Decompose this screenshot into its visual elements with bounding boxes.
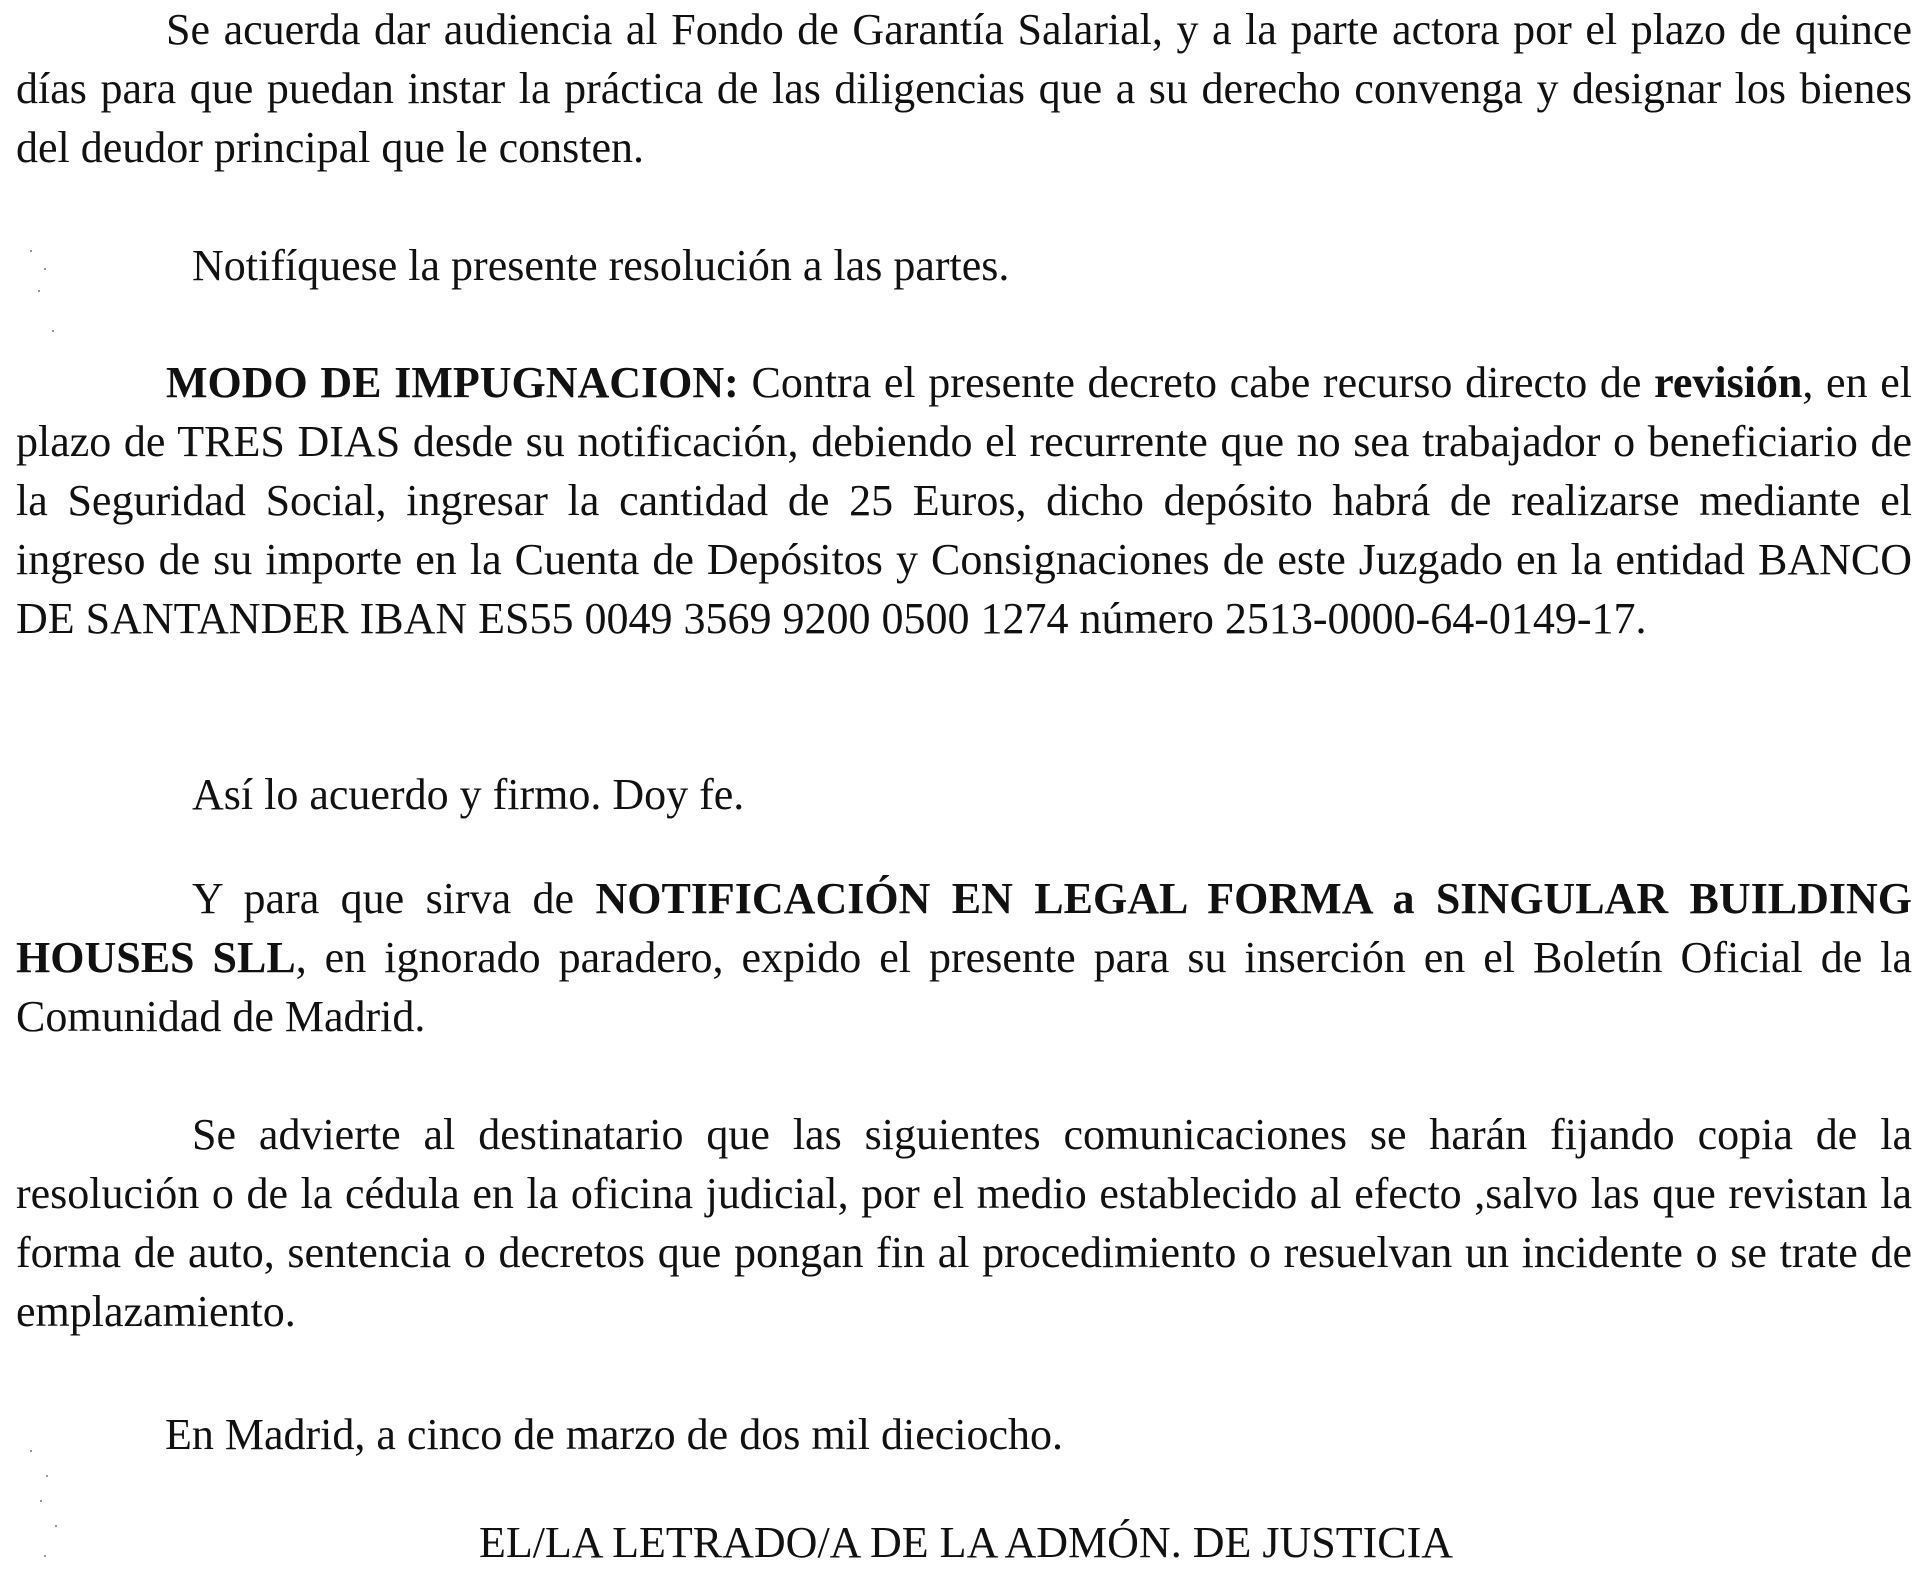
scan-speck: [55, 1525, 57, 1527]
paragraph-notification: [16, 869, 1912, 1046]
impugnacion-heading: MODO DE IMPUGNACION:: [166, 358, 739, 407]
paragraph-place-date: En Madrid, a cinco de marzo de dos mil dieciocho.: [165, 1410, 1064, 1459]
impugnacion-text-1: Contra el presente decreto cabe recurso directo de: [738, 358, 1655, 407]
scan-speck: [30, 1450, 32, 1452]
scan-speck: [46, 1475, 48, 1477]
paragraph-advertencia: Se advierte al destinatario que las siguientes comunicaciones se harán fijando copia de la resolución o de la cédula en la oficina judicial, por el medio establecido al efecto ,salvo las que revistan la forma de auto, sentencia o decretos que pongan fin al procedimiento o resuelvan un incidente o se trate de emplazamiento.: [16, 1110, 1912, 1336]
paragraph-notify-parties: Notifíquese la presente resolución a las partes.: [192, 241, 1010, 290]
scan-speck: [30, 250, 32, 252]
impugnacion-text-2: , en el plazo de TRES DIAS desde su notificación, debiendo el recurrente que no sea trabajador o beneficiario de la Seguridad Social, ingresar la cantidad de 25 Euros, dicho depósito habrá de realizarse mediante el ingreso de su importe en la Cuenta de Depósitos y Consignaciones de este Juzgado en la entidad BANCO DE SANTANDER IBAN ES55 0049 3569 9200 0500 1274 número 2513-0000-64-0149-17.: [16, 358, 1912, 643]
paragraph-modo-impugnacion: [16, 353, 1912, 648]
scan-speck: [38, 290, 40, 292]
scan-speck: [44, 1555, 46, 1557]
scan-speck: [40, 1500, 42, 1502]
revision-bold: revisión: [1654, 358, 1803, 407]
signature-title: EL/LA LETRADO/A DE LA ADMÓN. DE JUSTICIA: [478, 1518, 1454, 1567]
scan-speck: [44, 268, 46, 270]
notification-text-1: Y para que sirva de: [192, 874, 596, 923]
paragraph-signature-statement: Así lo acuerdo y firmo. Doy fe.: [192, 770, 745, 819]
notification-bold: NOTIFICACIÓN EN LEGAL FORMA a SINGULAR BUILDING HOUSES SLL: [16, 874, 1912, 982]
notification-text-2: , en ignorado paradero, expido el presente para su inserción en el Boletín Oficial de la Comunidad de Madrid.: [16, 933, 1912, 1041]
paragraph-fogasa-hearing: Se acuerda dar audiencia al Fondo de Garantía Salarial, y a la parte actora por el plazo de quince días para que puedan instar la práctica de las diligencias que a su derecho convenga y designar los bienes del deudor principal que le consten.: [16, 5, 1912, 172]
scan-speck: [52, 330, 54, 332]
